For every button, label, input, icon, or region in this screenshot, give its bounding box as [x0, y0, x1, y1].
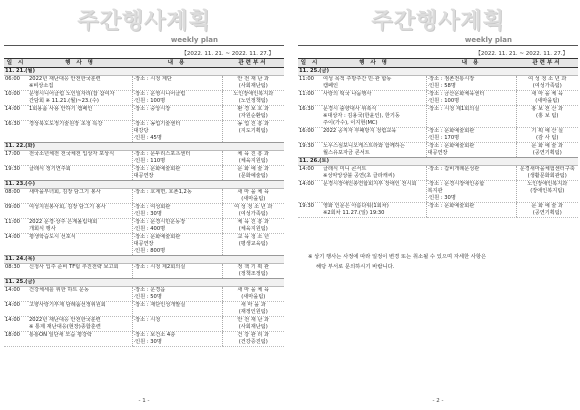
day-label: 11. 25.(금)	[4, 279, 284, 287]
dept-cell-line: 농 업 진 흥 과	[237, 121, 270, 127]
content-cell-line: ·장소 : 시청 제2회의실	[133, 264, 186, 270]
content-cell-line: ·인원 : 400명	[133, 226, 166, 232]
date-range: 【2022. 11. 21. ~ 2022. 11. 27.】	[181, 51, 274, 57]
time-cell: 17:00	[4, 151, 28, 166]
dept-cell-line: (감 사 팀)	[536, 135, 559, 141]
event-cell-line: ※대상자 : 김용국(한윤인), 한기동	[323, 113, 400, 119]
time-cell: 16:00	[298, 128, 322, 143]
event-cell	[322, 91, 426, 106]
content-cell-line: ·인원 : 58명	[427, 83, 456, 89]
dept-cell	[516, 143, 578, 158]
table-row	[298, 91, 578, 106]
content-cell-line: ·장소 : 보건소 4층	[133, 332, 176, 338]
table-row	[4, 91, 284, 106]
dept-cell	[516, 128, 578, 143]
content-cell	[426, 128, 516, 143]
content-cell-line: ·인원 : 110명	[133, 158, 166, 164]
dept-cell-line: 노인장애인복지과	[233, 91, 274, 97]
notice	[308, 252, 570, 272]
dept-cell	[222, 287, 284, 302]
time-cell: 14:00	[298, 181, 322, 203]
day-label: 11. 21.(월)	[4, 68, 284, 76]
event-cell	[28, 302, 132, 317]
divider	[4, 45, 284, 46]
event-cell	[28, 219, 132, 234]
dept-cell-line: (새마을팀)	[241, 294, 266, 300]
event-cell-line: 2022 문경·상주 은계올림대회	[29, 219, 98, 225]
page-title: 주간행사계획	[371, 9, 505, 34]
event-cell	[28, 264, 132, 279]
dept-cell-line: 안 전 재 난 과	[237, 76, 270, 82]
event-cell-line: 건강체세를 위한 하트 운동	[29, 287, 90, 293]
content-cell-line: ·장소 : 점촌전통시장	[427, 76, 475, 82]
day-label: 11. 23.(수)	[4, 181, 284, 189]
content-cell	[132, 106, 222, 121]
header-content: 내 용	[426, 59, 516, 68]
table-row	[4, 121, 284, 143]
content-cell	[426, 91, 516, 106]
event-cell	[322, 166, 426, 181]
time-cell: 14:00	[4, 234, 28, 256]
content-cell-line: 대공연장	[133, 173, 154, 179]
content-cell-line: ·인원 : 30명	[427, 195, 456, 201]
day-header-row	[298, 68, 578, 76]
table-row	[298, 106, 578, 128]
dept-cell-line: (사회재난팀)	[238, 324, 268, 330]
content-cell	[426, 166, 516, 181]
table-row	[298, 143, 578, 158]
time-cell: 09:00	[4, 204, 28, 219]
page-title: 주간행사계획	[77, 9, 211, 34]
content-cell-line: ·장소 : 문화예술회관	[133, 234, 181, 240]
event-cell-line: 여성 목적 주방주간 민·관 합동	[323, 76, 392, 82]
dept-cell-line: 노인장애인복지과	[527, 181, 568, 187]
event-cell-line: 전국소년체전 전국체전 입상자 포상식	[29, 151, 115, 157]
time-cell: 11:00	[4, 219, 28, 234]
dept-cell-line: (사회재난팀)	[238, 83, 268, 89]
day-header-row	[4, 143, 284, 151]
day-header-row	[4, 256, 284, 264]
time-cell: 19:30	[298, 143, 322, 158]
event-cell	[28, 204, 132, 219]
event-cell	[28, 76, 132, 91]
table-row	[4, 189, 284, 204]
time-cell: 08:30	[4, 264, 28, 279]
event-cell-line: 2022년 재난대응 안전한국훈련	[29, 76, 101, 82]
content-cell-line: ·장소 : 여성회관	[133, 204, 171, 210]
event-cell-line: 간담회 ※ 11.21.(월)~23.(수)	[29, 98, 99, 104]
time-cell: 06:00	[4, 76, 28, 91]
event-cell	[28, 166, 132, 181]
dept-cell	[516, 76, 578, 91]
dept-cell-line: (자원순환팀)	[238, 113, 268, 119]
event-cell	[28, 106, 132, 121]
dept-cell-line: 환 경 보 호 과	[237, 106, 270, 112]
dept-cell-line: (체육지원팀)	[238, 226, 268, 232]
event-cell-line: 문경시 출향대사 위촉식	[323, 106, 377, 112]
event-cell	[28, 151, 132, 166]
event-cell	[28, 234, 132, 256]
time-cell: 14:00	[4, 302, 28, 317]
dept-cell-line: (여성가족팀)	[532, 83, 562, 89]
event-cell-line: 영화 인문은 아름다워(1회차)	[323, 203, 389, 209]
content-cell-line: ·인원 : 50명	[133, 294, 162, 300]
table-row	[4, 219, 284, 234]
event-cell-line: 사랑의 떡국 나눔행사	[323, 91, 372, 97]
content-cell	[426, 143, 516, 158]
dept-cell	[222, 302, 284, 317]
event-cell	[322, 76, 426, 91]
dept-cell-line: (생활문화회관팀)	[527, 173, 567, 179]
day-label: 11. 26.(토)	[298, 158, 578, 166]
page-number: - 1 -	[138, 398, 150, 404]
dept-cell	[222, 234, 284, 256]
table-row	[298, 181, 578, 203]
content-cell-line: ·인원 : 30명	[133, 211, 162, 217]
table-row	[4, 151, 284, 166]
event-cell-line: ※ 통제 재난대응(현장)종합훈련	[29, 324, 101, 330]
event-cell-line: 클래식 정기연주회	[29, 166, 71, 172]
dept-cell-line: 여 성 청 소 년 과	[528, 76, 567, 82]
event-cell-line: 개회식 행사	[29, 226, 56, 232]
content-cell-line: ·장소 : 운영시니어클럽	[133, 91, 186, 97]
event-cell-line: 여성지원봉사회, 김장 담그기 봉사	[29, 204, 106, 210]
dept-cell	[516, 203, 578, 218]
event-cell-line: 문경시장애인총연합회지부 장애인 전시회	[323, 181, 417, 187]
time-cell: 11:00	[298, 76, 322, 91]
dept-cell-line: (공연기획팀)	[532, 150, 562, 156]
event-cell-line: ※성악앙상블 공연(초 클라캐씨)	[323, 173, 395, 179]
dept-cell-line: (여성가족팀)	[238, 211, 268, 217]
event-cell-line: 경상북도도정기술원장 초청 특강	[29, 121, 103, 127]
content-cell-line: ·장소 : 시청 제1회의실	[427, 106, 480, 112]
header-time: 일 시	[4, 59, 28, 68]
dept-cell-line: (건강증진팀)	[238, 339, 268, 345]
content-cell-line: ·장소 : 문두리스포츠센터	[133, 151, 191, 157]
page-subtitle: weekly plan	[464, 36, 512, 44]
event-cell	[28, 317, 132, 332]
schedule-table	[298, 58, 578, 218]
time-cell: 19:30	[298, 203, 322, 218]
event-cell-line: 운영시니어클럽 노인일자리(잡 참여자	[29, 91, 115, 97]
dept-cell-line: 새 마 을 체 육	[237, 189, 270, 195]
event-cell-line: 월스유포자금 콘서트	[323, 150, 370, 156]
dept-cell	[222, 76, 284, 91]
header-dept: 관련부서	[222, 59, 284, 68]
dept-cell-line: (새마을팀)	[241, 196, 266, 202]
event-cell	[28, 189, 132, 204]
dept-cell	[516, 91, 578, 106]
dept-cell-line: 문 화 예 술 과	[531, 203, 564, 209]
dept-cell-line: (체육지원팀)	[238, 158, 268, 164]
table-row	[4, 302, 284, 317]
event-cell	[28, 91, 132, 106]
event-cell-line: 2022년 재난대응 안전한국훈련	[29, 317, 101, 323]
time-cell: 11:00	[298, 91, 322, 106]
dept-cell	[222, 317, 284, 332]
dept-cell-line: 운경새마을체험센터구축	[519, 166, 575, 172]
event-cell	[322, 203, 426, 218]
header-content: 내 용	[132, 59, 222, 68]
content-cell-line: ·장소 : 문화예술회관	[427, 203, 475, 209]
content-cell-line: ·장소 : 농업기술센터	[133, 121, 181, 127]
dept-cell-line: (공연기획팀)	[532, 210, 562, 216]
table-row	[4, 264, 284, 279]
content-cell-line: ·장소 : 시청 계단	[133, 76, 172, 82]
event-cell	[322, 143, 426, 158]
content-cell-line: ·장소 : 재단인성개발실	[133, 302, 186, 308]
table-row	[4, 287, 284, 302]
day-header-row	[4, 68, 284, 76]
dept-cell-line: (새마을팀)	[535, 98, 560, 104]
content-cell-line: ·장소 : 갑비개례문성관	[427, 166, 480, 172]
time-cell: 14:00	[4, 106, 28, 121]
table-row	[4, 332, 284, 347]
event-cell-line: 평생학습도시 선포식	[29, 234, 76, 240]
content-cell-line: ·장소 : 문화예술회관	[427, 128, 475, 134]
header-event: 행 사 명	[28, 59, 132, 68]
dept-cell-line: 홍 보 전 산 과	[531, 106, 564, 112]
dept-cell-line: 기 획 예 산 실	[531, 128, 564, 134]
content-cell	[132, 189, 222, 204]
dept-cell	[222, 166, 284, 181]
time-cell: 14:00	[4, 287, 28, 302]
page-number: - 2 -	[432, 398, 444, 404]
dept-cell-line: (문화예술팀)	[238, 173, 268, 179]
dept-cell-line: 건 강 관 리 과	[237, 332, 270, 338]
content-cell-line: ·장소 : 시청	[133, 317, 161, 323]
dept-cell-line: 안 전 재 난 과	[237, 317, 270, 323]
divider	[298, 45, 578, 46]
content-cell	[132, 287, 222, 302]
dept-cell	[222, 204, 284, 219]
content-cell-line: ·장소 : 호계면, 호촌1,2동	[133, 189, 192, 195]
dept-cell-line: (장애인복지팀)	[530, 188, 565, 194]
content-cell	[132, 264, 222, 279]
table-row	[298, 76, 578, 91]
content-cell	[132, 219, 222, 234]
event-cell-line: 통통ON 일단새 모습 평강락	[29, 332, 93, 338]
page-1	[4, 0, 284, 410]
dept-cell-line: 체 육 진 흥 과	[237, 151, 270, 157]
day-label: 11. 24.(목)	[4, 256, 284, 264]
content-cell	[426, 76, 516, 91]
dept-cell-line: 새 마 을 체 육	[531, 91, 564, 97]
event-cell-line: 새마을부녀회, 김장 담그기 봉사	[29, 189, 101, 195]
dept-cell	[516, 166, 578, 181]
dept-cell	[222, 219, 284, 234]
dept-cell	[222, 91, 284, 106]
dept-cell-line: (정책조정팀)	[238, 271, 268, 277]
page-subtitle: weekly plan	[170, 36, 218, 44]
event-cell-line: 클래식 미니 콘서트	[323, 166, 367, 172]
event-cell-line: 캠페인	[323, 83, 339, 89]
content-cell	[132, 332, 222, 347]
content-cell	[132, 91, 222, 106]
dept-cell-line: 여 성 청 소 년 과	[234, 204, 273, 210]
content-cell	[132, 204, 222, 219]
content-cell-line: ·인원 : 30명	[133, 339, 162, 345]
dept-cell-line: (재정인원팀)	[238, 309, 268, 315]
table-row	[4, 166, 284, 181]
content-cell	[132, 76, 222, 91]
event-cell-line: 2022 공직자 부패방지 청렴교육	[323, 128, 397, 134]
day-label: 11. 22.(화)	[4, 143, 284, 151]
time-cell: 19:30	[4, 166, 28, 181]
dept-cell	[222, 189, 284, 204]
dept-cell	[222, 332, 284, 347]
dept-cell-line: (홍 보 팀)	[536, 113, 559, 119]
dept-cell	[516, 106, 578, 128]
event-cell	[322, 181, 426, 203]
content-cell-line: 대공연장	[427, 150, 448, 156]
time-cell: 08:00	[4, 189, 28, 204]
event-cell-line: 노무스심포니오케스트라와 함께하는	[323, 143, 405, 149]
event-cell	[28, 287, 132, 302]
event-cell-line: 신청사 입주 준비 TF팀 추진전략 보고회	[29, 264, 119, 270]
dept-cell	[222, 121, 284, 143]
content-cell-line: ·장소 : 운경읍	[133, 287, 166, 293]
content-cell	[132, 234, 222, 256]
content-cell-line: ·인원 : 100명	[427, 98, 460, 104]
day-label: 11. 25.(금)	[298, 68, 578, 76]
content-cell	[132, 302, 222, 317]
event-cell	[322, 128, 426, 143]
content-cell-line: ·인원 : 170명	[427, 135, 460, 141]
header-time: 일 시	[298, 59, 322, 68]
dept-cell-line: 문 화 예 술 과	[531, 143, 564, 149]
event-cell-line: ※비상소집	[29, 83, 54, 89]
content-cell-line: 복지관	[427, 188, 443, 194]
content-cell-line: ·장소 : 금산문화체육센터	[427, 91, 485, 97]
content-cell-line: ·장소 : 문화예술회관	[133, 166, 181, 172]
dept-cell-line: (지도기획팀)	[238, 128, 268, 134]
table-row	[4, 317, 284, 332]
dept-cell-line: 새 마 을 과	[240, 302, 266, 308]
time-cell: 10:00	[4, 91, 28, 106]
table-row	[298, 128, 578, 143]
content-cell-line: 대강당	[133, 128, 149, 134]
dept-cell	[222, 106, 284, 121]
content-cell-line: ·장소 : 문화예술회관	[427, 143, 475, 149]
schedule-table	[4, 58, 284, 347]
day-header-row	[4, 181, 284, 189]
time-cell: 14:00	[4, 317, 28, 332]
event-cell	[28, 332, 132, 347]
notice-line: 해당 부서로 문의하시기 바랍니다.	[316, 264, 395, 270]
table-row	[298, 203, 578, 218]
event-cell	[28, 121, 132, 143]
time-cell: 18:00	[4, 332, 28, 347]
dept-cell-line: 새 마 을 체 육	[237, 287, 270, 293]
content-cell	[426, 106, 516, 128]
table-row	[4, 234, 284, 256]
content-cell	[132, 121, 222, 143]
content-cell-line: 대공연장	[133, 241, 154, 247]
header-event: 행 사 명	[322, 59, 426, 68]
dept-cell-line: (평생교육팀)	[238, 241, 268, 247]
dept-cell-line: 정 책 기 획 관	[237, 264, 270, 270]
time-cell: 16:30	[298, 106, 322, 128]
event-cell-line: 주이(가수), 이지현(MC)	[323, 120, 378, 126]
event-cell	[322, 106, 426, 128]
dept-cell-line: 교 육 청 소 년	[237, 234, 270, 240]
header-dept: 관련부서	[516, 59, 578, 68]
content-cell	[132, 151, 222, 166]
content-cell-line: ·장소 : 문경시장애인종합	[427, 181, 485, 187]
event-cell-line: ※2회차 11.27.(일) 19:30	[323, 210, 385, 216]
event-cell-line: 고향사랑기부제 담례품선정위원회	[29, 302, 106, 308]
dept-cell-line: 문 화 예 술 과	[237, 166, 270, 172]
time-cell: 14:00	[298, 166, 322, 181]
content-cell-line: ·장소 : 중앙시장	[133, 106, 171, 112]
day-header-row	[4, 279, 284, 287]
content-cell-line: ·인원 : 100명	[133, 98, 166, 104]
notice-line: ※ 상기 행사는 사정에 따라 일정이 변경 또는 취소될 수 있으며 자세한 사항은	[308, 254, 487, 260]
table-row	[298, 166, 578, 181]
table-row	[4, 76, 284, 91]
dept-cell	[516, 181, 578, 203]
content-cell	[132, 317, 222, 332]
content-cell	[426, 203, 516, 218]
page-2	[298, 0, 578, 410]
table-row	[4, 204, 284, 219]
dept-cell	[222, 264, 284, 279]
content-cell	[426, 181, 516, 203]
day-header-row	[298, 158, 578, 166]
event-cell-line: 1회용품 사용 안하기 캠페인	[29, 106, 93, 112]
content-cell-line: ·인원 : 45명	[133, 135, 162, 141]
content-cell-line: ·인원 : 800명	[133, 248, 166, 254]
date-range: 【2022. 11. 21. ~ 2022. 11. 27.】	[475, 51, 568, 57]
dept-cell-line: 체 육 진 흥 과	[237, 219, 270, 225]
time-cell: 16:30	[4, 121, 28, 143]
content-cell-line: ·장소 : 문경시민운동장	[133, 219, 186, 225]
table-row	[4, 106, 284, 121]
dept-cell-line: (노인정책팀)	[238, 98, 268, 104]
content-cell	[132, 166, 222, 181]
dept-cell	[222, 151, 284, 166]
